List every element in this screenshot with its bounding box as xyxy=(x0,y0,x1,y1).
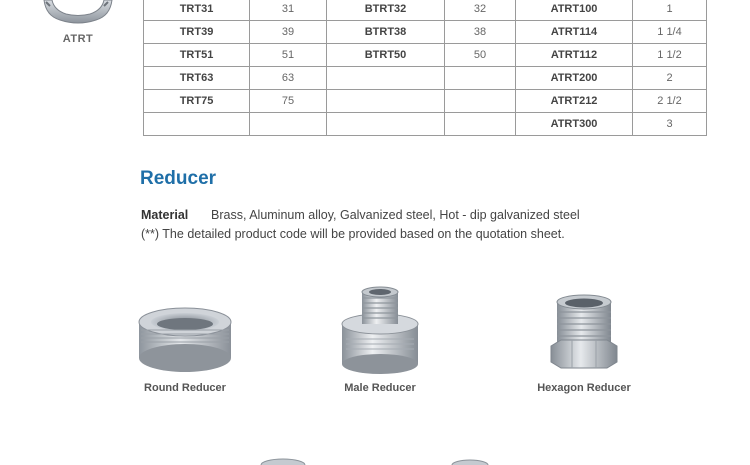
product-code-cell: BTRT32 xyxy=(327,0,445,21)
size-cell: 1 1/2 xyxy=(633,44,707,67)
product-code-cell: BTRT38 xyxy=(327,21,445,44)
table-row xyxy=(144,21,707,44)
product-code-cell: TRT51 xyxy=(144,44,250,67)
product-code-cell xyxy=(144,113,250,136)
size-cell: 50 xyxy=(445,44,516,67)
product-code-cell: ATRT114 xyxy=(516,21,633,44)
material-line xyxy=(141,208,580,222)
size-cell: 75 xyxy=(250,90,327,113)
product-code-cell xyxy=(327,67,445,90)
product-code-cell: ATRT100 xyxy=(516,0,633,21)
partial-product-icon xyxy=(448,457,492,465)
size-cell: 63 xyxy=(250,67,327,90)
size-cell xyxy=(445,90,516,113)
material-value: Brass, Aluminum alloy, Galvanized steel, Hot - dip galvanized steel xyxy=(211,208,580,222)
product-caption: Round Reducer xyxy=(144,382,226,394)
size-cell: 38 xyxy=(445,21,516,44)
partial-product-icon xyxy=(258,456,308,465)
section-title: Reducer xyxy=(140,168,217,189)
product-code-cell: TRT63 xyxy=(144,67,250,90)
size-cell xyxy=(445,67,516,90)
product-code-cell: TRT39 xyxy=(144,21,250,44)
product-round-reducer xyxy=(130,300,240,394)
atrt-locknut-icon xyxy=(38,0,118,30)
product-code-cell: ATRT212 xyxy=(516,90,633,113)
product-code-cell: ATRT300 xyxy=(516,113,633,136)
product-code-cell: BTRT50 xyxy=(327,44,445,67)
male-reducer-icon xyxy=(332,284,428,376)
table-row xyxy=(144,44,707,67)
product-code-table xyxy=(143,0,707,136)
product-code-cell xyxy=(327,113,445,136)
product-hexagon-reducer xyxy=(532,292,636,394)
size-cell: 1 xyxy=(633,0,707,21)
product-caption: Male Reducer xyxy=(344,382,416,394)
hexagon-reducer-icon xyxy=(539,292,629,376)
product-code-cell: ATRT200 xyxy=(516,67,633,90)
material-label: Material xyxy=(141,208,189,222)
round-reducer-icon xyxy=(133,300,237,376)
quotation-note: (**) The detailed product code will be provided based on the quotation sheet. xyxy=(141,227,565,241)
product-male-reducer xyxy=(330,284,430,394)
table-row xyxy=(144,90,707,113)
size-cell: 31 xyxy=(250,0,327,21)
size-cell: 1 1/4 xyxy=(633,21,707,44)
table-row xyxy=(144,0,707,21)
product-caption: Hexagon Reducer xyxy=(537,382,631,394)
size-cell: 2 xyxy=(633,67,707,90)
product-code-cell: ATRT112 xyxy=(516,44,633,67)
size-cell: 32 xyxy=(445,0,516,21)
product-code-cell xyxy=(327,90,445,113)
size-cell: 3 xyxy=(633,113,707,136)
size-cell: 2 1/2 xyxy=(633,90,707,113)
table-row xyxy=(144,113,707,136)
size-cell: 51 xyxy=(250,44,327,67)
size-cell xyxy=(445,113,516,136)
product-code-cell: TRT31 xyxy=(144,0,250,21)
atrt-caption: ATRT xyxy=(62,33,94,45)
size-cell: 39 xyxy=(250,21,327,44)
size-cell xyxy=(250,113,327,136)
table-row xyxy=(144,67,707,90)
product-code-cell: TRT75 xyxy=(144,90,250,113)
